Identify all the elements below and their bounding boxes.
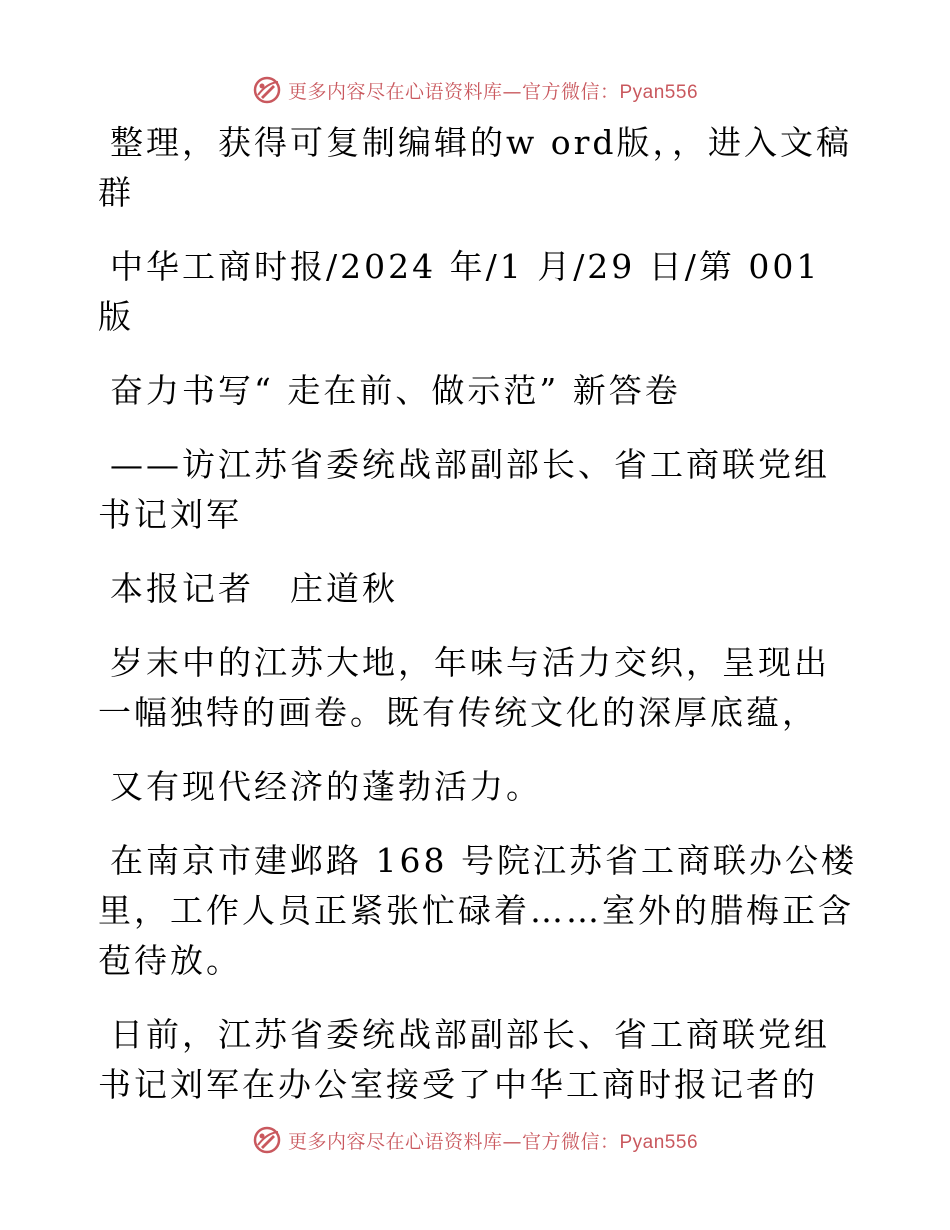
- paragraph-source: 中华工商时报/2024 年/1 月/29 日/第 001 版: [98, 247, 821, 336]
- article-title: 奋力书写“ 走在前、做示范” 新答卷: [110, 371, 681, 410]
- article-byline: 本报记者 庄道秋: [110, 569, 398, 608]
- paragraph-notice: 整理，获得可复制编辑的w ord版，，进入文稿群: [98, 123, 853, 212]
- paragraph-body: 岁末中的江苏大地，年味与活力交织，呈现出一幅独特的画卷。既有传统文化的深厚底蕴，: [98, 643, 830, 732]
- watermark-group: [252, 75, 698, 105]
- document-body: [98, 118, 858, 1134]
- watermark-wechat-id: Pyan556: [619, 1131, 699, 1153]
- header-watermark: [0, 72, 950, 108]
- pen-circle-logo-icon: [252, 75, 282, 105]
- footer-watermark: [0, 1122, 950, 1158]
- watermark-wechat-id: Pyan556: [619, 81, 699, 103]
- article-subtitle: ——访江苏省委统战部副部长、省工商联党组书记刘军: [98, 445, 830, 534]
- watermark-text: 更多内容尽在心语资料库—官方微信：Pyan556: [287, 80, 699, 103]
- paragraph-body: 日前，江苏省委统战部副部长、省工商联党组书记刘军在办公室接受了中华工商时报记者的: [98, 1015, 830, 1104]
- pen-circle-logo-icon: [252, 1125, 282, 1155]
- paragraph-body: 在南京市建邺路 168 号院江苏省工商联办公楼里，工作人员正紧张忙碌着……室外的腊梅正含苞待放。: [98, 841, 857, 980]
- watermark-group: [252, 1125, 698, 1155]
- paragraph-body: 又有现代经济的蓬勃活力。: [110, 767, 542, 806]
- watermark-text: 更多内容尽在心语资料库—官方微信：Pyan556: [287, 1130, 699, 1153]
